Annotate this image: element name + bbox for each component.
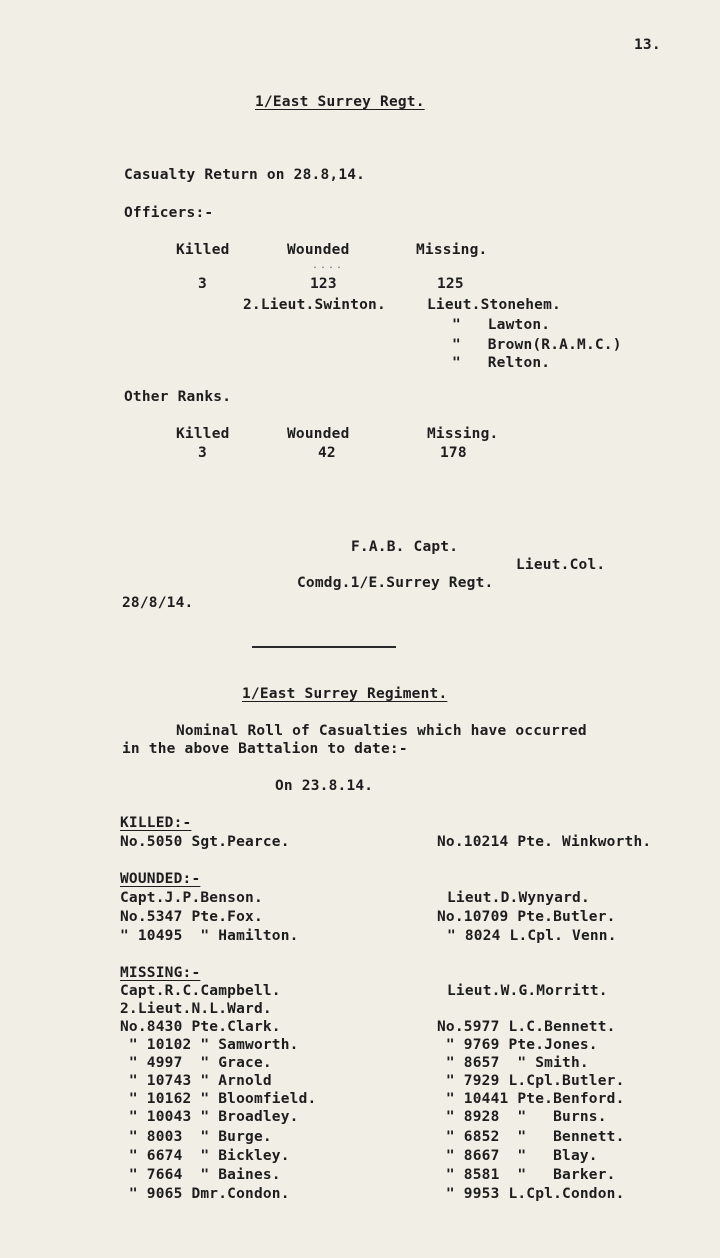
signature-rank: Lieut.Col. xyxy=(516,557,606,573)
wounded-right-2: No.10709 Pte.Butler. xyxy=(437,909,616,925)
page-number: 13. xyxy=(634,37,661,53)
missing-right-11: " 8581 " Barker. xyxy=(437,1167,616,1183)
wounded-left-3: " 10495 " Hamilton. xyxy=(120,928,299,944)
missing-left-6: " 10743 " Arnold xyxy=(120,1073,272,1089)
officers-missing-name-1: Lieut.Stonehem. xyxy=(427,297,561,313)
missing-left-8: " 10043 " Broadley. xyxy=(120,1109,299,1125)
missing-left-2: 2.Lieut.N.L.Ward. xyxy=(120,1001,272,1017)
missing-left-11: " 7664 " Baines. xyxy=(120,1167,281,1183)
killed-right-1: No.10214 Pte. Winkworth. xyxy=(437,834,652,850)
missing-right-3: No.5977 L.C.Bennett. xyxy=(437,1019,616,1035)
section-divider xyxy=(252,646,396,648)
missing-right-8: " 8928 " Burns. xyxy=(437,1109,607,1125)
missing-left-7: " 10162 " Bloomfield. xyxy=(120,1091,317,1107)
intro-line-2: in the above Battalion to date:- xyxy=(122,741,408,757)
officers-col-wounded: Wounded xyxy=(287,242,350,258)
missing-right-10: " 8667 " Blay. xyxy=(437,1148,598,1164)
officers-missing-name-2: " Lawton. xyxy=(452,317,551,333)
officers-missing-name-3: " Brown(R.A.M.C.) xyxy=(452,337,622,353)
missing-left-9: " 8003 " Burge. xyxy=(120,1129,272,1145)
missing-label: MISSING:- xyxy=(120,965,201,981)
missing-left-10: " 6674 " Bickley. xyxy=(120,1148,290,1164)
missing-right-4: " 9769 Pte.Jones. xyxy=(437,1037,598,1053)
missing-right-5: " 8657 " Smith. xyxy=(437,1055,589,1071)
other-ranks-label: Other Ranks. xyxy=(124,389,232,405)
officers-missing-name-4: " Relton. xyxy=(452,355,551,371)
missing-left-3: No.8430 Pte.Clark. xyxy=(120,1019,281,1035)
officers-val-killed: 3 xyxy=(198,276,207,292)
section2-heading: 1/East Surrey Regiment. xyxy=(242,686,448,702)
wounded-right-3: " 8024 L.Cpl. Venn. xyxy=(447,928,617,944)
officers-val-missing: 125 xyxy=(437,276,464,292)
officers-col-missing: Missing. xyxy=(416,242,488,258)
other-ranks-val-wounded: 42 xyxy=(318,445,336,461)
missing-left-1: Capt.R.C.Campbell. xyxy=(120,983,281,999)
missing-left-4: " 10102 " Samworth. xyxy=(120,1037,299,1053)
intro-line-1: Nominal Roll of Casualties which have occurred xyxy=(176,723,587,739)
wounded-right-1: Lieut.D.Wynyard. xyxy=(447,890,590,906)
other-ranks-col-killed: Killed xyxy=(176,426,230,442)
wounded-left-1: Capt.J.P.Benson. xyxy=(120,890,263,906)
on-date: On 23.8.14. xyxy=(275,778,374,794)
officers-label: Officers:- xyxy=(124,205,214,221)
wounded-label: WOUNDED:- xyxy=(120,871,201,887)
section1-heading: 1/East Surrey Regt. xyxy=(255,94,425,110)
missing-right-1: Lieut.W.G.Morritt. xyxy=(447,983,608,999)
killed-left-1: No.5050 Sgt.Pearce. xyxy=(120,834,290,850)
signature-command: Comdg.1/E.Surrey Regt. xyxy=(297,575,494,591)
officers-col-killed: Killed xyxy=(176,242,230,258)
missing-left-12: " 9065 Dmr.Condon. xyxy=(120,1186,290,1202)
officers-val-wounded: 123 xyxy=(310,276,337,292)
signature-date: 28/8/14. xyxy=(122,595,194,611)
missing-right-7: " 10441 Pte.Benford. xyxy=(437,1091,625,1107)
other-ranks-col-missing: Missing. xyxy=(427,426,499,442)
missing-right-9: " 6852 " Bennett. xyxy=(437,1129,625,1145)
missing-left-5: " 4997 " Grace. xyxy=(120,1055,272,1071)
signature-name: F.A.B. Capt. xyxy=(351,539,459,555)
killed-label: KILLED:- xyxy=(120,815,192,831)
casualty-return-line: Casualty Return on 28.8,14. xyxy=(124,167,366,183)
officers-dots: .... xyxy=(312,260,345,271)
other-ranks-col-wounded: Wounded xyxy=(287,426,350,442)
other-ranks-val-missing: 178 xyxy=(440,445,467,461)
wounded-left-2: No.5347 Pte.Fox. xyxy=(120,909,263,925)
other-ranks-val-killed: 3 xyxy=(198,445,207,461)
officers-wounded-name: 2.Lieut.Swinton. xyxy=(243,297,386,313)
missing-right-6: " 7929 L.Cpl.Butler. xyxy=(437,1073,625,1089)
missing-right-12: " 9953 L.Cpl.Condon. xyxy=(437,1186,625,1202)
